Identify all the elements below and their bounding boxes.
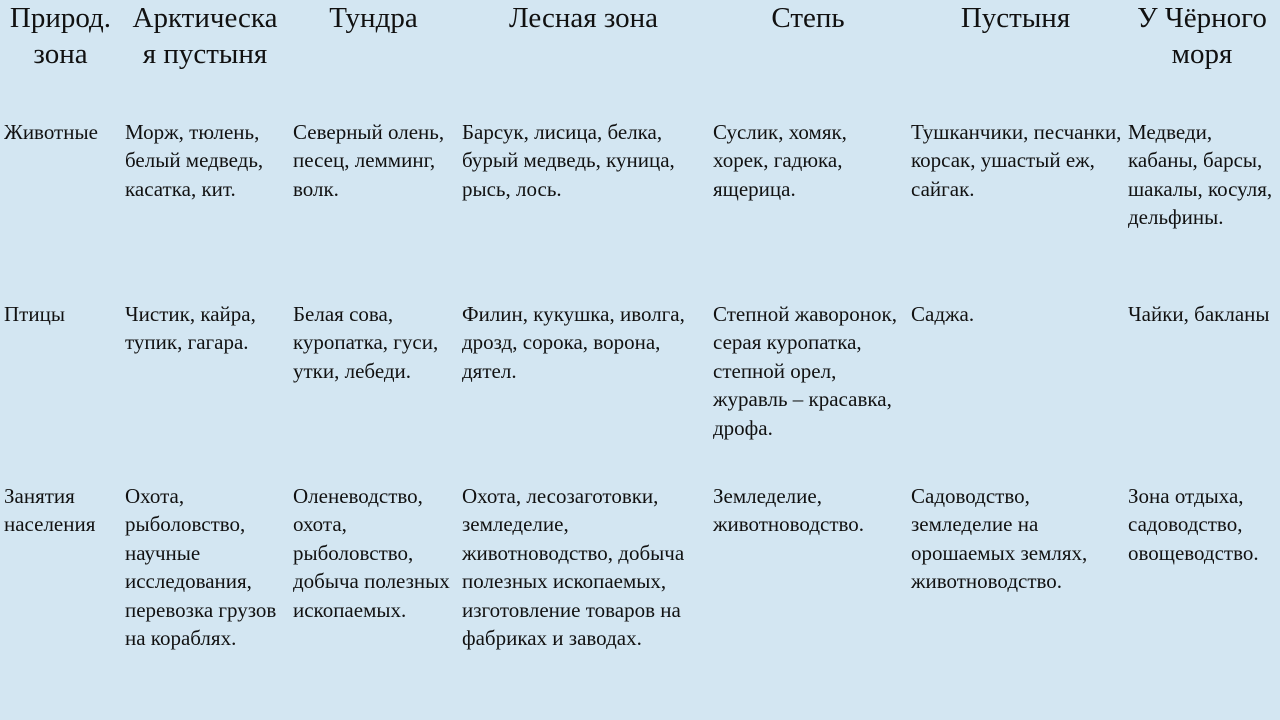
cell-occupation-arctic: Охота, рыболовство, научные исследования, перевозка грузов на кораблях. — [125, 484, 277, 651]
header-black-sea: У Чёрного моря — [1137, 2, 1267, 70]
cell-animals-desert: Тушканчики, песчанки, корсак, ушастый еж, сайгак. — [911, 120, 1122, 201]
cell-birds-black-sea: Чайки, бакланы — [1128, 302, 1270, 326]
header-arctic-desert: Арктическа я пустыня — [132, 2, 278, 70]
cell-animals-steppe: Суслик, хомяк, хорек, гадюка, ящерица. — [713, 120, 847, 201]
header-desert: Пустыня — [960, 2, 1071, 34]
header-tundra: Тундра — [329, 2, 418, 34]
row-label-animals: Животные — [4, 120, 98, 144]
cell-animals-black-sea: Медведи, кабаны, барсы, шакалы, косуля, дельфины. — [1128, 120, 1273, 230]
cell-birds-steppe: Степной жаворонок, серая куропатка, степной орел, журавль – красавка, дрофа. — [713, 302, 897, 440]
cell-animals-forest: Барсук, лисица, белка, бурый медведь, куница, рысь, лось. — [462, 120, 675, 201]
header-zone: Природ. зона — [9, 2, 112, 70]
cell-occupation-desert: Садоводство, земледелие на орошаемых землях, животноводство. — [911, 484, 1088, 594]
cell-occupation-tundra: Оленеводство, охота, рыболовство, добыча полезных ископаемых. — [293, 484, 450, 622]
header-steppe: Степь — [771, 2, 845, 34]
header-row — [0, 0, 1280, 118]
cell-birds-desert: Саджа. — [911, 302, 975, 326]
cell-birds-arctic: Чистик, кайра, тупик, гагара. — [125, 302, 256, 355]
header-forest-zone: Лесная зона — [508, 2, 659, 34]
cell-animals-tundra: Северный олень, песец, лемминг, волк. — [293, 120, 445, 201]
cell-animals-arctic: Морж, тюлень, белый медведь, касатка, кит. — [125, 120, 264, 201]
cell-birds-tundra: Белая сова, куропатка, гуси, утки, лебеди. — [293, 302, 439, 383]
cell-birds-forest: Филин, кукушка, иволга, дрозд, сорока, ворона, дятел. — [462, 302, 685, 383]
row-label-birds: Птицы — [4, 302, 65, 326]
cell-occupation-steppe: Земледелие, животноводство. — [713, 484, 865, 537]
cell-occupation-black-sea: Зона отдыха, садоводство, овощеводство. — [1128, 484, 1259, 565]
table-row-birds — [0, 300, 1280, 482]
cell-occupation-forest: Охота, лесозаготовки, земледелие, животноводство, добыча полезных ископаемых, изготовление товаров на фабриках и заводах. — [462, 484, 685, 651]
table-row-occupation — [0, 482, 1280, 720]
row-label-occupation: Занятия населения — [4, 484, 96, 537]
table-row-animals — [0, 118, 1280, 300]
